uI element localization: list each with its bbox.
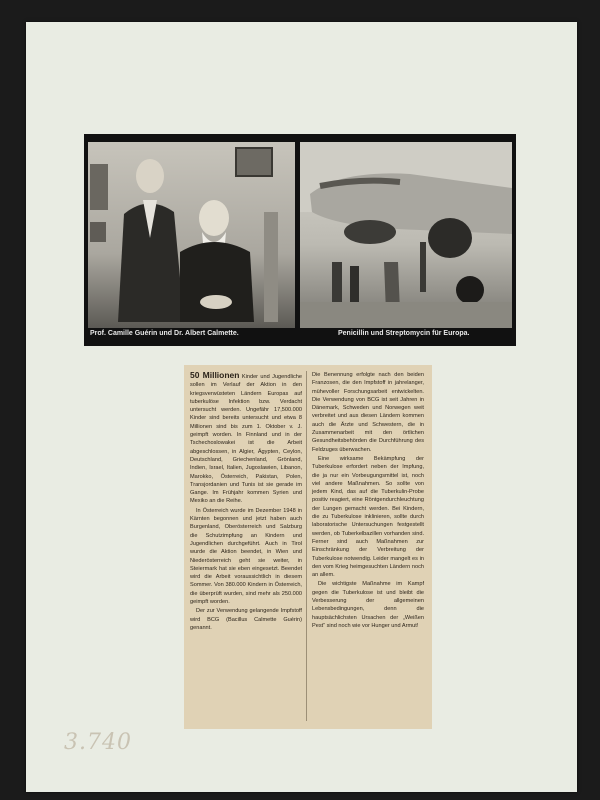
column-divider bbox=[306, 371, 307, 721]
article-paragraph: 50 Millionen Kinder und Jugendliche sollen im Verlauf der Aktion in den kriegsverwüsteten Ländern Europas auf tuberkulöse Infektion bzw. Verdacht untersucht werden. Ungefähr 17,500.000 Kinder sind bereits untersucht und etwa 8 Millionen sind bis zum 1. Oktober v. J. geimpft worden. In Finnland und in der Tschechoslowakei ist die Arbeit abgeschlossen, in Algier, Ägypten, Ceylon, Deutschland, Griechenland, Grönland, Indien, Israel, Italien, Jugoslawien, Libanon, Marokko, Österreich, Pakistan, Polen, Transjordanien und Tunis ist sie gerade im Gange. Im Frühjahr kommen Syrien und Mexiko an die Reihe. bbox=[190, 370, 302, 505]
article-paragraph: Der zur Verwendung gelangende Impfstoff wird BCG (Bacillus Calmette Guérin) genannt. bbox=[190, 608, 302, 631]
photo-airplane bbox=[300, 142, 512, 328]
article-paragraph: Eine wirksame Bekämpfung der Tuberkulose erfordert neben der Impfung, die ja nur ein Vorbeugungsmittel ist, noch viel andere Maßnahmen. So sollte von jedem Kind, das auf die Tuberkulin-Probe positiv reagiert, eine Röntgendurchleuchtung der Lungen gemacht werden. Bei Kindern, die zu Tuberkulose inklinieren, sollte durch laboratorische Untersuchungen festgestellt werden, ob Tuberkelbazillen vorhanden sind. Ferner sind auch Maßnahmen zur Einschränkung der Verbreitung der Tuberkulose notwendig. Leider mangelt es in den vom Krieg heimgesuchten Ländern noch an allem. bbox=[312, 455, 424, 579]
article-column-1 bbox=[190, 371, 302, 633]
photo-guerin-calmette bbox=[88, 142, 295, 328]
caption-right: Penicillin und Streptomycin für Europa. bbox=[338, 330, 470, 337]
article-paragraph: Die Benennung erfolgte nach den beiden Franzosen, die den Impfstoff in jahrelanger, mühevoller Forschungsarbeit entwickelten. Die Verwendung von BCG ist seit Jahren in Dänemark, Schweden und Norwegen weit verbreitet und aus diesen Ländern kommen auch die Ärzte und Schwestern, die in Zusammenarbeit mit den örtlichen Gesundheitsbehörden die Durchführung des Feldzuges überwachen. bbox=[312, 372, 424, 453]
caption-left: Prof. Camille Guérin und Dr. Albert Calmette. bbox=[90, 330, 239, 337]
newspaper-clipping bbox=[184, 365, 432, 729]
article-column-2 bbox=[312, 371, 424, 631]
article-paragraph: Die wichtigste Maßnahme im Kampf gegen die Tuberkulose ist und bleibt die Verbesserung der allgemeinen Lebensbedingungen, denn die hauptsächlichsten Ursachen der „Weißen Pest“ sind noch wie vor Hunger und Armut! bbox=[312, 581, 424, 629]
article-paragraph: In Österreich wurde im Dezember 1948 in Kärnten begonnen und jetzt haben auch Burgenland, Oberösterreich und Salzburg die Schutzimpfung an Kindern und Jugendlichen durchgeführt. Auch in Tirol wurde die Aktion beendet, in Wien und Niederösterreich geht sie weiter, in Steiermark hat sie eben eingesetzt. Beendet wird die Arbeit voraussichtlich in diesem Sommer. Von 380.000 Kindern in Österreich, die überprüft wurden, sind mehr als 250.000 geimpft worden. bbox=[190, 507, 302, 606]
archive-number: 3.740 bbox=[64, 730, 132, 755]
lead-number: 50 Millionen bbox=[190, 370, 240, 380]
photo-strip bbox=[84, 134, 516, 346]
